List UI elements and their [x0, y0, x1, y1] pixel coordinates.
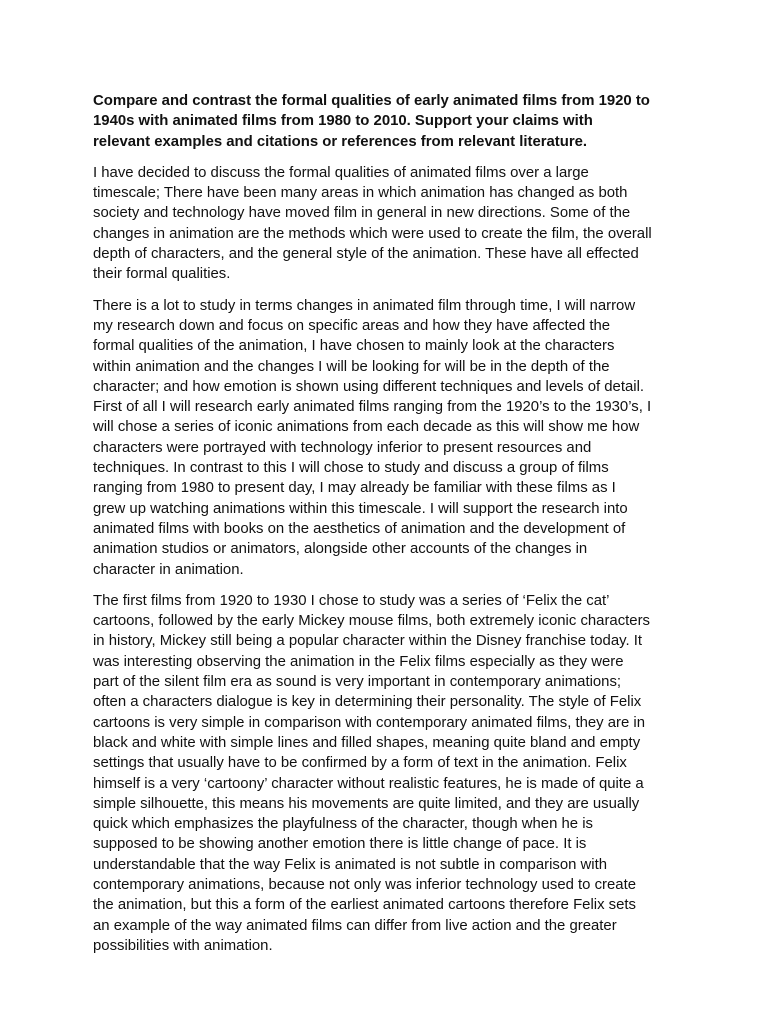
text-line: animation studios or animators, alongside other accounts of the changes in: [93, 541, 588, 558]
question-line: 1940s with animated films from 1980 to 2010. Support your claims with: [93, 113, 593, 130]
paragraph-research-scope: [93, 296, 683, 580]
essay-question: [93, 91, 683, 152]
document-page: [93, 91, 683, 967]
text-line: their formal qualities.: [93, 266, 231, 283]
text-line: contemporary animations, because not only was inferior technology used to create: [93, 876, 636, 893]
text-line: quick which emphasizes the playfulness of the character, though when he is: [93, 816, 593, 833]
text-line: There is a lot to study in terms changes in animated film through time, I will narrow: [93, 297, 636, 314]
text-line: black and white with simple lines and filled shapes, meaning quite bland and empty: [93, 734, 641, 751]
text-line: an example of the way animated films can differ from live action and the greater: [93, 917, 617, 934]
question-line: Compare and contrast the formal qualities of early animated films from 1920 to: [93, 93, 650, 109]
text-line: the animation, but this a form of the earliest animated cartoons therefore Felix sets: [93, 897, 636, 914]
text-line: grew up watching animations within this timescale. I will support the research into: [93, 500, 628, 517]
text-line: possibilities with animation.: [93, 937, 273, 954]
text-line: character; and how emotion is shown using different techniques and levels of detail.: [93, 378, 645, 395]
text-line: was interesting observing the animation in the Felix films especially as they were: [93, 653, 624, 670]
text-line: depth of characters, and the general style of the animation. These have all effected: [93, 246, 639, 263]
text-line: society and technology have moved film in general in new directions. Some of the: [93, 205, 631, 222]
text-line: animated films with books on the aesthetics of animation and the development of: [93, 520, 626, 537]
text-line: part of the silent film era as sound is very important in contemporary animations;: [93, 674, 622, 691]
text-line: will chose a series of iconic animations from each decade as this will show me how: [93, 419, 640, 436]
text-line: my research down and focus on specific areas and how they have affected the: [93, 317, 611, 334]
text-line: cartoons, followed by the early Mickey mouse films, both extremely iconic characters: [93, 613, 650, 630]
paragraph-intro: [93, 163, 683, 285]
paragraph-felix-analysis: [93, 591, 683, 956]
text-line: techniques. In contrast to this I will chose to study and discuss a group of films: [93, 460, 609, 477]
text-line: himself is a very ‘cartoony’ character without realistic features, he is made of quite a: [93, 775, 644, 792]
text-line: often a characters dialogue is key in determining their personality. The style of Felix: [93, 694, 642, 711]
text-line: character in animation.: [93, 561, 244, 578]
text-line: in history, Mickey still being a popular character within the Disney franchise today. It: [93, 633, 642, 650]
text-line: changes in animation are the methods which were used to create the film, the overall: [93, 225, 652, 242]
text-line: simple silhouette, this means his movements are quite limited, and they are usually: [93, 795, 640, 812]
text-line: I have decided to discuss the formal qualities of animated films over a large: [93, 164, 589, 181]
text-line: ranging from 1980 to present day, I may already be familiar with these films as I: [93, 480, 616, 497]
text-line: characters were portrayed with technology inferior to present resources and: [93, 439, 592, 456]
text-line: First of all I will research early animated films ranging from the 1920’s to the 1930’s, I: [93, 399, 652, 416]
text-line: formal qualities of the animation, I have chosen to mainly look at the characters: [93, 338, 615, 355]
text-line: within animation and the changes I will be looking for will be in the depth of the: [93, 358, 610, 375]
text-line: timescale; There have been many areas in which animation has changed as both: [93, 185, 628, 202]
text-line: The first films from 1920 to 1930 I chose to study was a series of ‘Felix the cat’: [93, 592, 610, 609]
text-line: settings that usually have to be confirmed by a form of text in the animation. Felix: [93, 755, 627, 772]
text-line: understandable that the way Felix is animated is not subtle in comparison with: [93, 856, 608, 873]
question-line: relevant examples and citations or references from relevant literature.: [93, 133, 588, 150]
text-line: cartoons is very simple in comparison with contemporary animated films, they are in: [93, 714, 646, 731]
text-line: supposed to be showing another emotion there is little change of pace. It is: [93, 836, 587, 853]
